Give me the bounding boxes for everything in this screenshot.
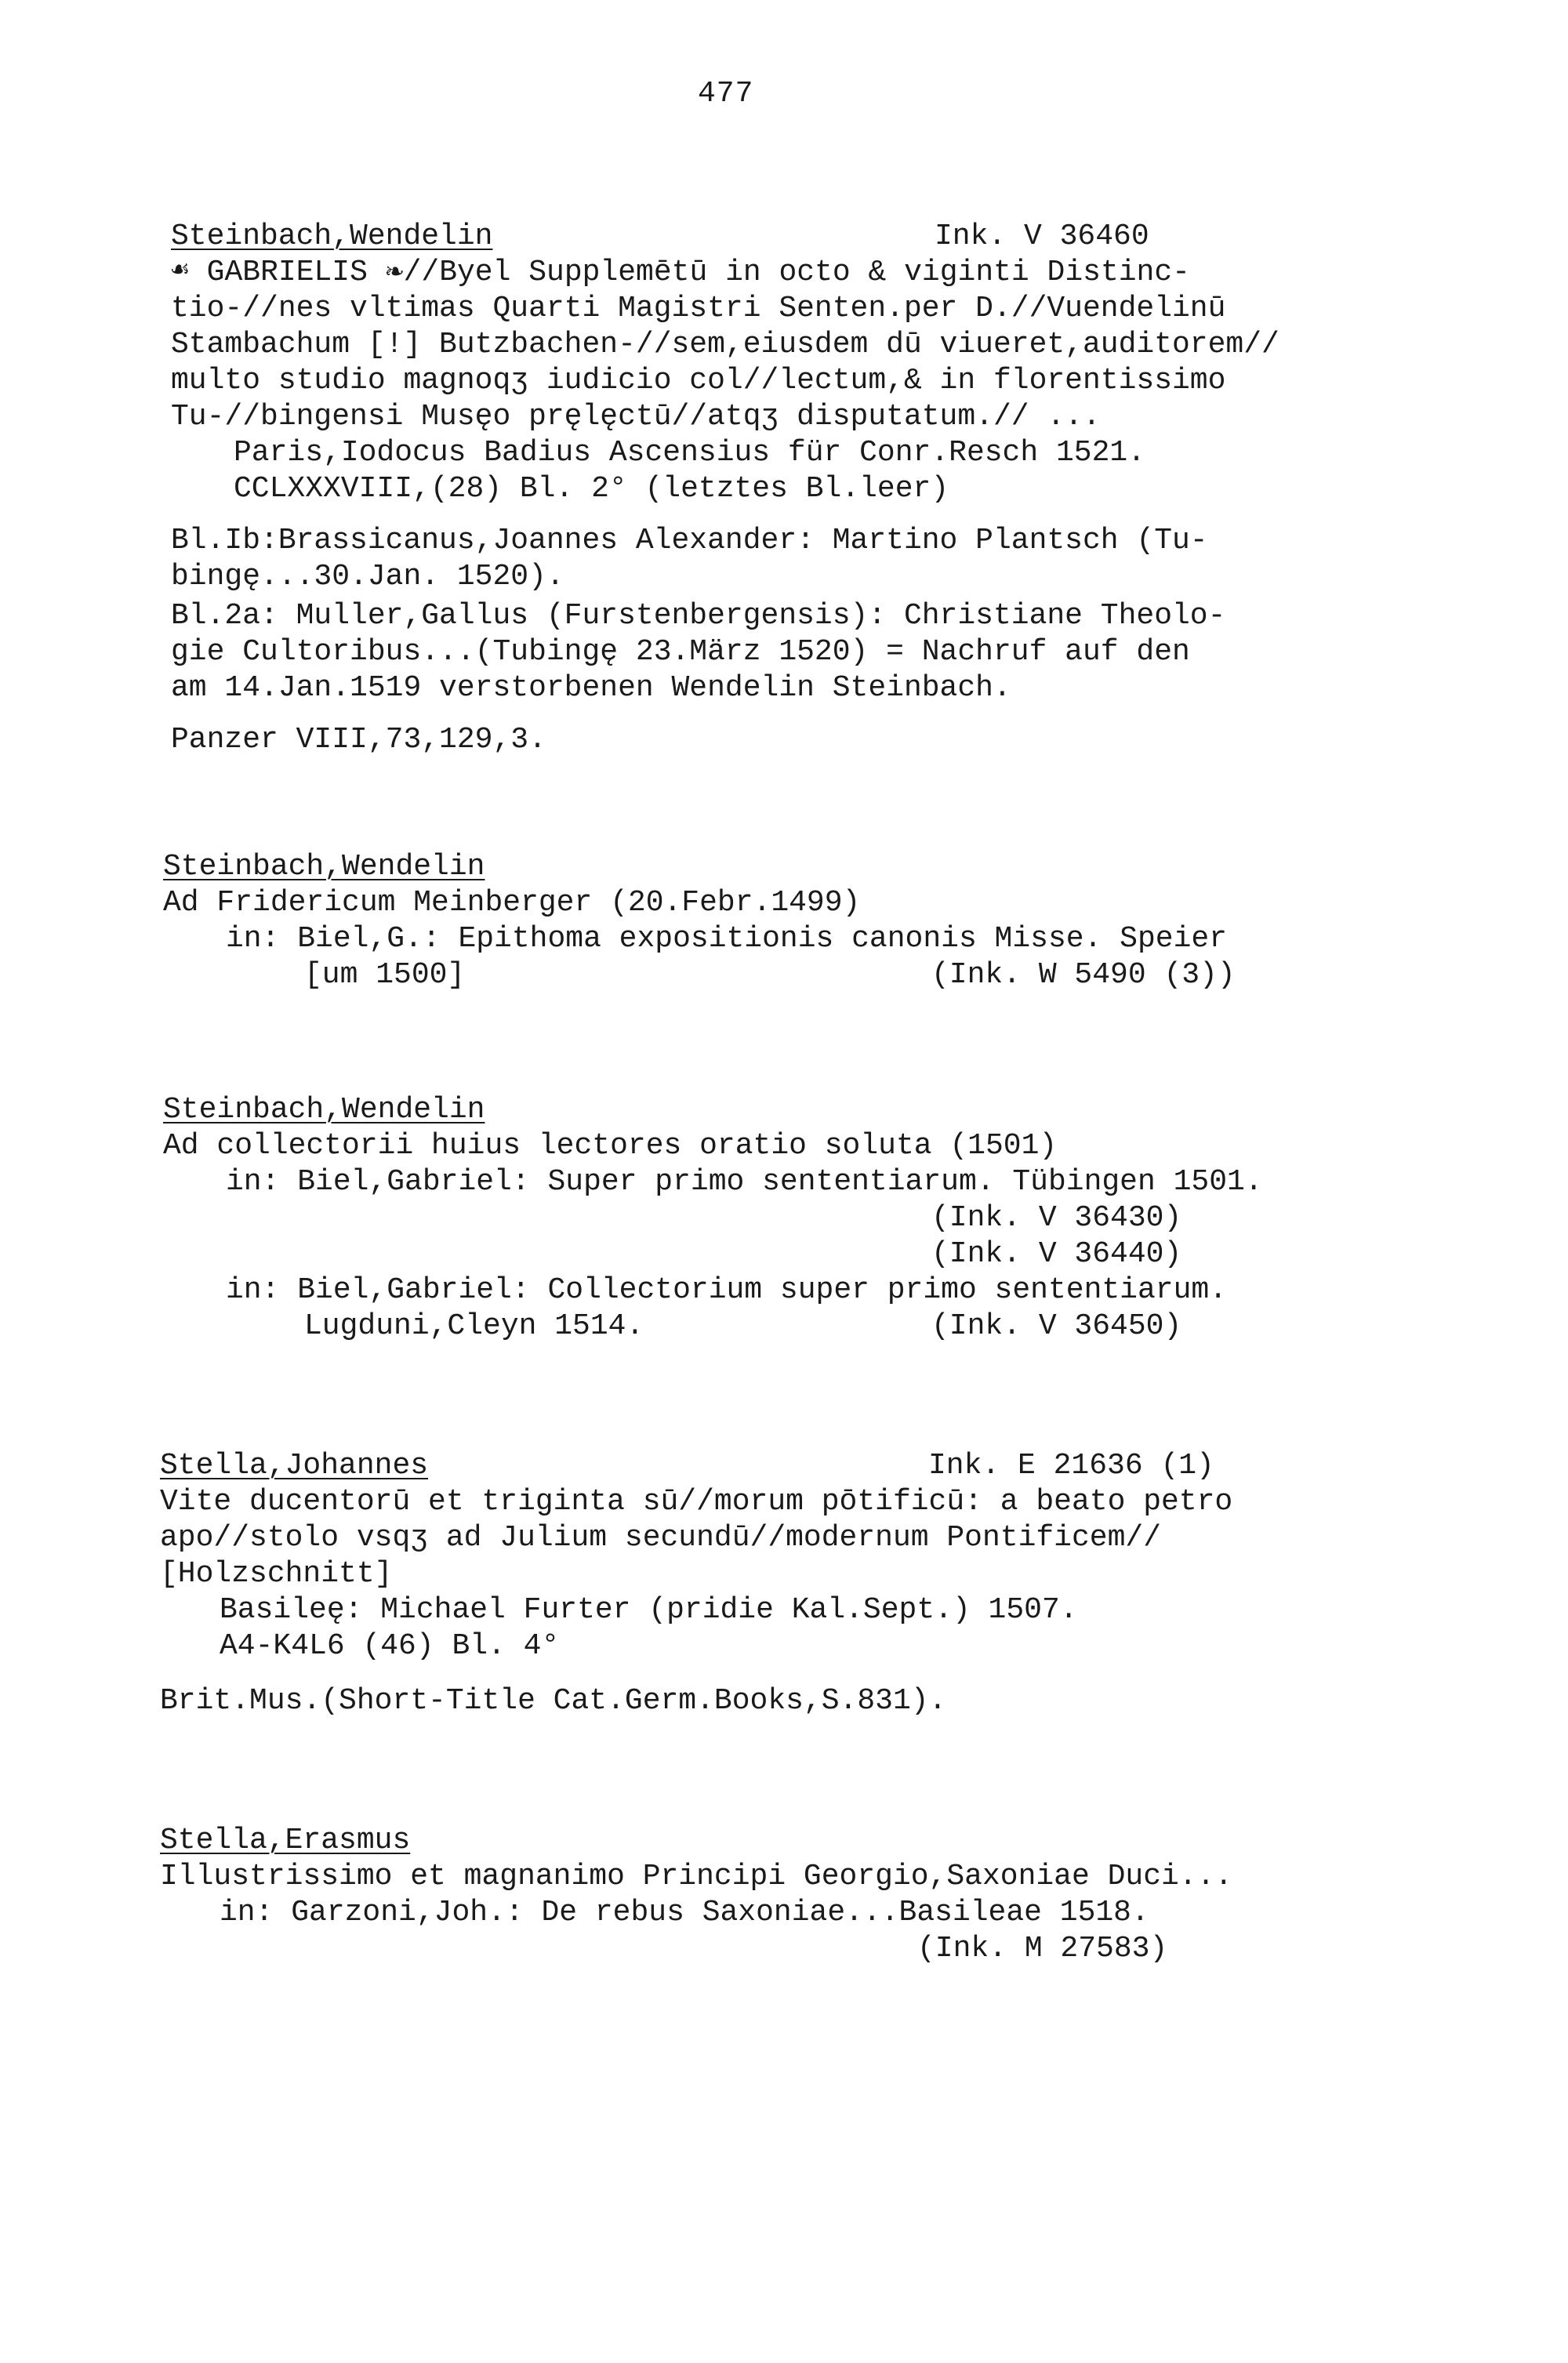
entry-reference: Ink. E 21636 (1) [928,1449,1214,1483]
entry-line: ☙ GABRIELIS ❧//Byel Supplemētū in octo & viginti Distinc- [171,256,1190,289]
entry-reference: (Ink. V 36430) [931,1201,1182,1235]
entry-line: Basileę: Michael Furter (pridie Kal.Sept.) 1507. [220,1593,1078,1627]
entry-line: [um 1500] [304,958,466,992]
entry-line: Panzer VIII,73,129,3. [171,723,546,757]
entry-heading: Stella,Johannes [160,1449,429,1483]
entry-line: in: Garzoni,Joh.: De rebus Saxoniae...Basileae 1518. [220,1896,1149,1929]
entry-line: gie Cultoribus...(Tubingę 23.März 1520) = Nachruf auf den [171,635,1190,669]
entry-line: Ad collectorii huius lectores oratio soluta (1501) [163,1129,1058,1163]
entry-heading: Steinbach,Wendelin [163,1093,485,1127]
entry-line: Lugduni,Cleyn 1514. [304,1309,644,1343]
entry-line: A4-K4L6 (46) Bl. 4° [220,1629,560,1663]
entry-line: Vite ducentorū et triginta sū//morum pōtificū: a beato petro [160,1485,1233,1519]
entry-reference: Ink. V 36460 [935,220,1149,253]
entry-line: bingę...30.Jan. 1520). [171,560,564,593]
entry-line: tio-//nes vltimas Quarti Magistri Senten.per D.//Vuendelinū [171,292,1226,325]
entry-line: Bl.2a: Muller,Gallus (Furstenbergensis): Christiane Theolo- [171,599,1226,633]
page-number: 477 [698,77,754,111]
entry-line: [Holzschnitt] [160,1557,393,1591]
entry-line: Stambachum [!] Butzbachen-//sem,eiusdem dū viueret,auditorem// [171,328,1279,361]
entry-line: Tu-//bingensi Musęo pręlęctū//atqʒ disputatum.// ... [171,400,1101,434]
entry-line: Brit.Mus.(Short-Title Cat.Germ.Books,S.831). [160,1684,947,1718]
entry-line: multo studio magnoqʒ iudicio col//lectum,& in florentissimo [171,364,1226,397]
entry-line: apo//stolo vsqʒ ad Julium secundū//modernum Pontificem// [160,1521,1162,1555]
entry-line: CCLXXXVIII,(28) Bl. 2° (letztes Bl.leer) [234,472,949,506]
entry-line: in: Biel,Gabriel: Super primo sententiarum. Tübingen 1501. [226,1165,1263,1199]
entry-line: Illustrissimo et magnanimo Principi Georgio,Saxoniae Duci... [160,1860,1233,1893]
entry-line: in: Biel,Gabriel: Collectorium super primo sententiarum. [226,1273,1228,1307]
entry-reference: (Ink. W 5490 (3)) [931,958,1236,992]
entry-reference: (Ink. M 27583) [917,1932,1168,1966]
entry-reference: (Ink. V 36450) [931,1309,1182,1343]
entry-heading: Steinbach,Wendelin [171,220,493,253]
entry-line: am 14.Jan.1519 verstorbenen Wendelin Steinbach. [171,671,1011,705]
entry-heading: Stella,Erasmus [160,1824,411,1857]
entry-line: Bl.Ib:Brassicanus,Joannes Alexander: Martino Plantsch (Tu- [171,524,1208,557]
entry-line: Paris,Iodocus Badius Ascensius für Conr.Resch 1521. [234,436,1145,470]
entry-heading: Steinbach,Wendelin [163,850,485,884]
entry-line: Ad Fridericum Meinberger (20.Febr.1499) [163,886,861,920]
entry-reference: (Ink. V 36440) [931,1237,1182,1271]
entry-line: in: Biel,G.: Epithoma expositionis canonis Misse. Speier [226,922,1228,956]
